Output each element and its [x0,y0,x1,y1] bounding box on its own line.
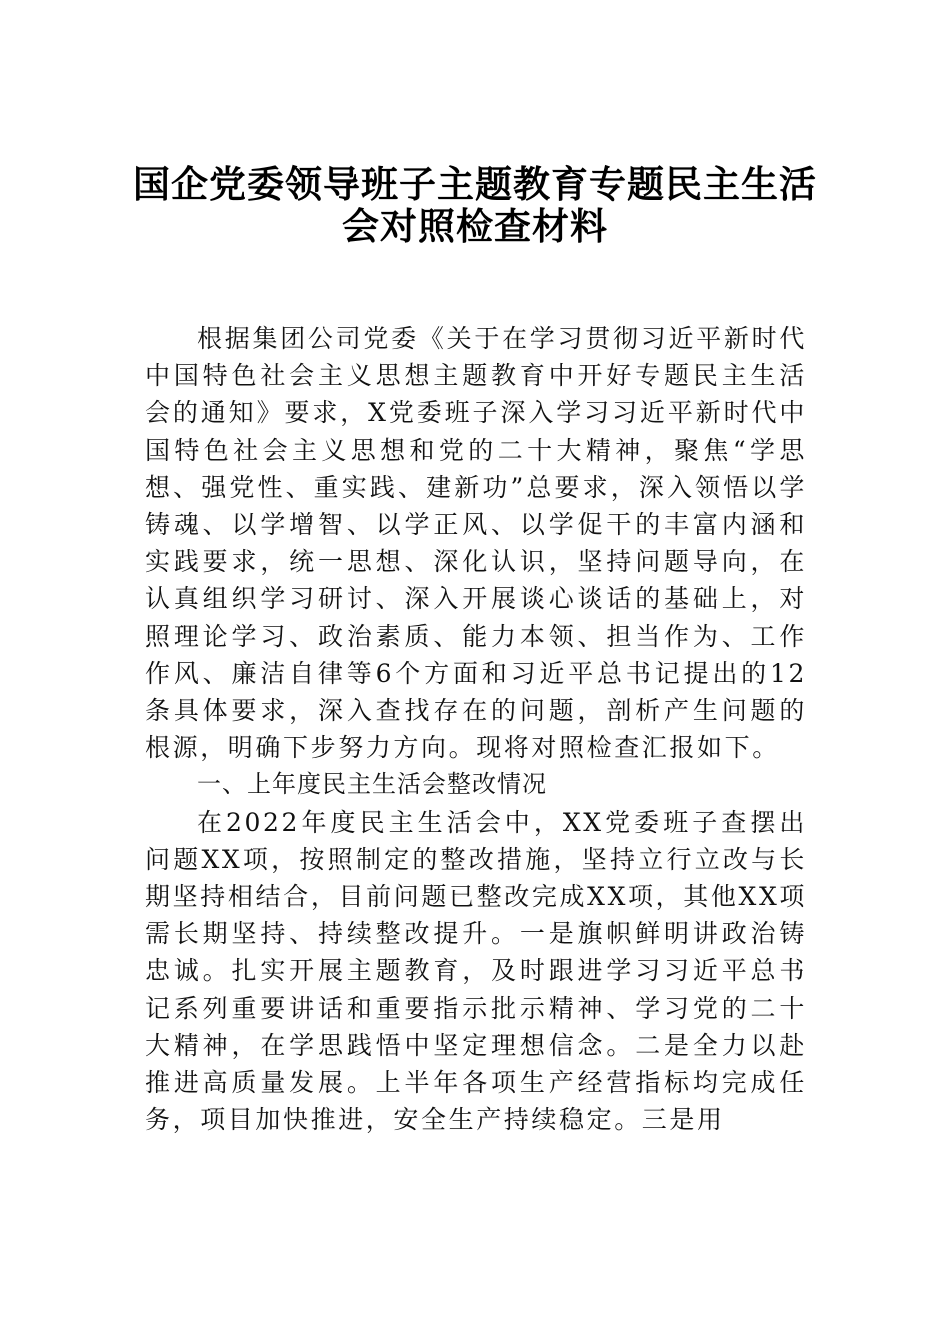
document-title-line-2: 会对照检查材料 [342,205,608,248]
section-heading-1: 一、上年度民主生活会整改情况 [197,770,547,799]
document-title-line-1: 国企党委领导班子主题教育专题民主生活 [133,163,817,206]
intro-paragraph: 根据集团公司党委《关于在学习贯彻习近平新时代中国特色社会主义思想主题教育中开好专题民主生活会的通知》要求，X党委班子深入学习习近平新时代中国特色社会主义思想和党的二十大精神，聚焦“学思想、强党性、重实践、建新功”总要求，深入领悟以学铸魂、以学增智、以学正风、以学促干的丰富内涵和实践要求，统一思想、深化认识，坚持问题导向，在认真组织学习研讨、深入开展谈心谈话的基础上，对照理论学习、政治素质、能力本领、担当作为、工作作风、廉洁自律等6个方面和习近平总书记提出的12条具体要求，深入查找存在的问题，剖析产生问题的根源，明确下步努力方向。现将对照检查汇报如下。 [145,324,807,763]
section-1-paragraph: 在2022年度民主生活会中，XX党委班子查摆出问题XX项，按照制定的整改措施，坚持立行立改与长期坚持相结合，目前问题已整改完成XX项，其他XX项需长期坚持、持续整改提升。一是旗帜鲜明讲政治铸忠诚。扎实开展主题教育，及时跟进学习习近平总书记系列重要讲话和重要指示批示精神、学习党的二十大精神，在学思践悟中坚定理想信念。二是全力以赴推进高质量发展。上半年各项生产经营指标均完成任务，项目加快推进，安全生产持续稳定。三是用 [145,807,807,1135]
document-body [145,320,807,1138]
